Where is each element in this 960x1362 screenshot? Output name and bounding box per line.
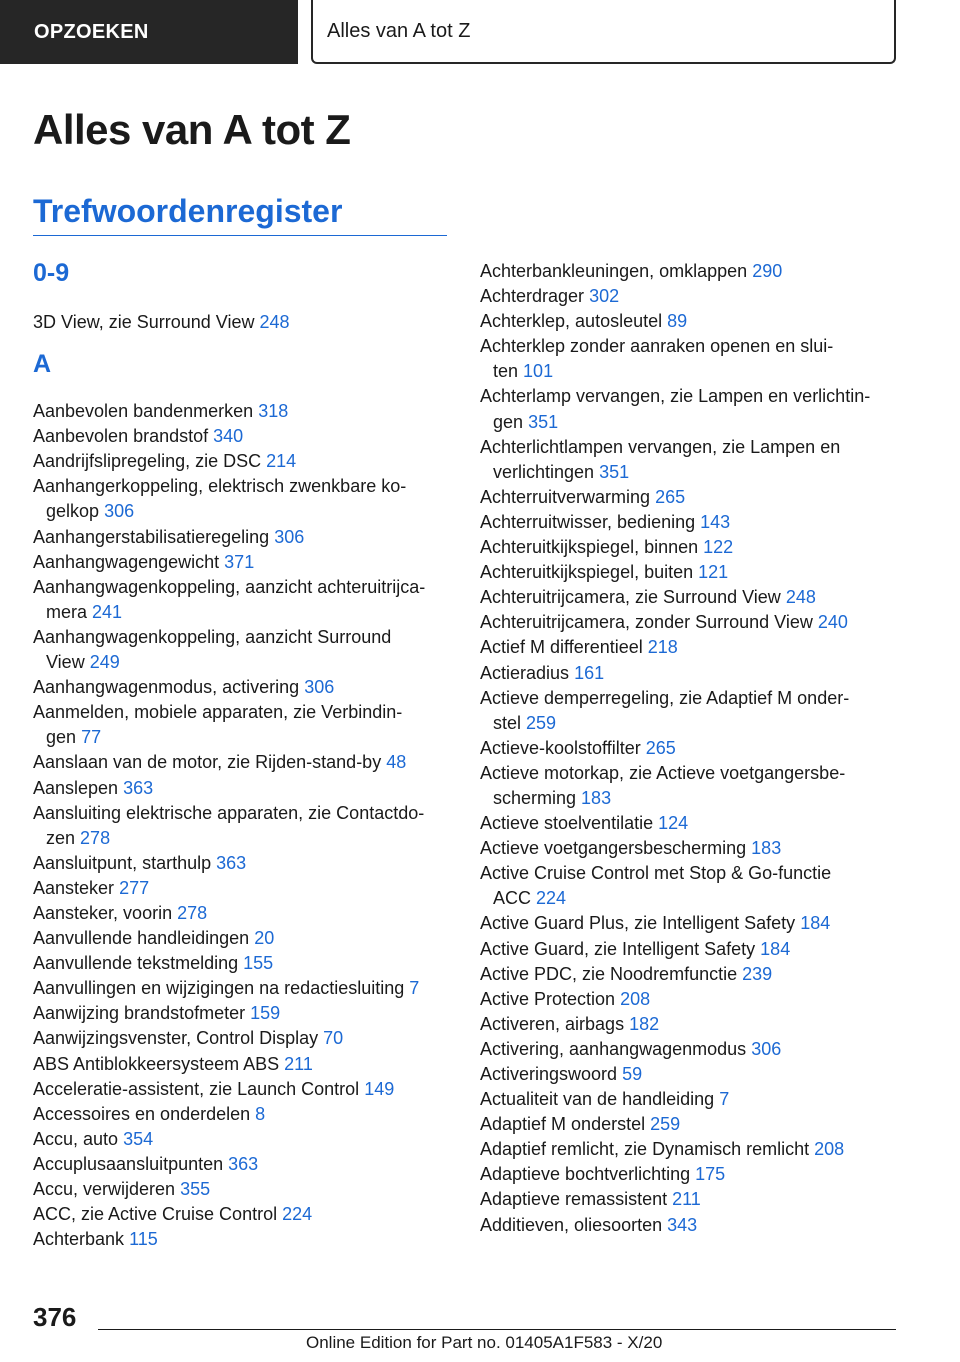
index-entry-text: Aanvullende tekstmelding bbox=[33, 953, 239, 974]
index-entry bbox=[480, 987, 900, 1012]
page-reference-link[interactable]: 149 bbox=[364, 1078, 395, 1099]
index-entry-text: Active Guard, zie Intelligent Safety bbox=[480, 938, 756, 959]
page-reference-link[interactable]: 218 bbox=[647, 637, 678, 658]
index-entry bbox=[33, 976, 453, 1001]
index-entry bbox=[480, 259, 900, 284]
index-entry bbox=[480, 485, 900, 510]
chapter-tab[interactable] bbox=[311, 0, 896, 64]
index-entry-line bbox=[480, 1012, 900, 1037]
index-entry-line bbox=[33, 1001, 453, 1026]
page-reference-link[interactable]: 259 bbox=[650, 1114, 681, 1135]
index-entry-text: Aanhangwagenkoppeling, aanzicht Surround bbox=[33, 626, 392, 647]
index-entry-line bbox=[33, 776, 453, 801]
index-entry-text: 3D View, zie Surround View bbox=[33, 312, 255, 332]
page-title: Alles van A tot Z bbox=[33, 106, 351, 153]
index-entry bbox=[480, 937, 900, 962]
page-reference-link[interactable]: 355 bbox=[180, 1179, 211, 1199]
index-entry-line bbox=[33, 675, 453, 700]
page-reference-link[interactable]: 306 bbox=[304, 677, 335, 698]
index-entry-text: Active Protection bbox=[480, 988, 616, 1009]
index-entry-text: Achterbankleuningen, omklappen bbox=[480, 261, 748, 281]
page-reference-link[interactable]: 124 bbox=[658, 813, 689, 834]
index-entry-line bbox=[480, 1037, 900, 1062]
index-entry bbox=[33, 1227, 453, 1252]
page-reference-link[interactable]: 161 bbox=[574, 662, 605, 683]
page-reference-link[interactable]: 48 bbox=[386, 752, 407, 773]
page-reference-link[interactable]: 155 bbox=[243, 953, 274, 974]
index-entry-text: Aanhangwagenmodus, activering bbox=[33, 677, 300, 698]
page-reference-link[interactable]: 306 bbox=[274, 526, 305, 547]
page-reference-link[interactable]: 249 bbox=[89, 652, 120, 673]
index-entry-line bbox=[480, 987, 900, 1012]
index-entry bbox=[480, 962, 900, 987]
index-entry-line bbox=[480, 761, 900, 786]
index-entry-text: Active PDC, zie Noodremfunctie bbox=[480, 963, 738, 984]
index-entry bbox=[480, 309, 900, 334]
index-entry-line bbox=[33, 625, 453, 650]
index-entry bbox=[33, 449, 453, 474]
index-entry-text: Activering, aanhangwagenmodus bbox=[480, 1038, 747, 1059]
index-entry-line bbox=[480, 635, 900, 660]
index-entry bbox=[33, 876, 453, 901]
index-entry-text: Active Cruise Control met Stop & Go-functie bbox=[480, 863, 832, 884]
index-letter-heading: 0-9 bbox=[33, 259, 70, 287]
index-entry bbox=[33, 1026, 453, 1051]
index-entry-text: Actieve demperregeling, zie Adaptief M onder- bbox=[480, 687, 850, 708]
page-reference-link[interactable]: 265 bbox=[645, 737, 676, 758]
page-reference-link[interactable]: 306 bbox=[751, 1038, 782, 1059]
index-entry bbox=[33, 1077, 453, 1102]
index-entry-line bbox=[480, 736, 900, 761]
index-entry-line bbox=[33, 876, 453, 901]
index-entry-line bbox=[480, 911, 900, 936]
index-entry-text: Aansluitpunt, starthulp bbox=[33, 852, 212, 873]
index-entry-text: Actieve voetgangersbescherming bbox=[480, 838, 747, 859]
index-entry-text: Achteruitrijcamera, zonder Surround View bbox=[480, 612, 813, 633]
page-reference-link[interactable]: 343 bbox=[667, 1214, 698, 1235]
index-entry-text: Aanslepen bbox=[33, 777, 119, 798]
index-entry-text: Achteruitkijkspiegel, buiten bbox=[480, 562, 694, 583]
index-entry-line bbox=[480, 1112, 900, 1137]
index-entry-text: Aanwijzing brandstofmeter bbox=[33, 1003, 246, 1024]
section-tab[interactable] bbox=[0, 0, 298, 64]
index-entry bbox=[33, 1001, 453, 1026]
page-reference-link[interactable]: 211 bbox=[284, 1053, 313, 1074]
page-reference-link[interactable]: 239 bbox=[742, 963, 773, 984]
index-entry-text: Achterruitverwarming bbox=[480, 486, 651, 507]
index-entry-line bbox=[480, 334, 900, 359]
page-reference-link[interactable]: 214 bbox=[266, 451, 297, 472]
index-entry-text: Accu, verwijderen bbox=[33, 1179, 176, 1199]
index-entry-text: Aanhangerkoppeling, elektrisch zwenkbare ko- bbox=[33, 476, 407, 497]
index-entry bbox=[33, 525, 453, 550]
index-entry bbox=[33, 1177, 453, 1202]
index-entry bbox=[480, 861, 900, 911]
index-entry-text: Aansteker bbox=[33, 877, 115, 898]
index-entry bbox=[480, 1062, 900, 1087]
page-number: 376 bbox=[33, 1302, 77, 1332]
index-entry bbox=[33, 700, 453, 750]
index-entry bbox=[33, 951, 453, 976]
index-entry-text: zen bbox=[46, 827, 76, 848]
index-entry-line bbox=[33, 310, 453, 335]
index-entry-text: ten bbox=[493, 361, 519, 382]
index-entry bbox=[33, 1152, 453, 1177]
index-entry bbox=[33, 801, 453, 851]
index-entry-line bbox=[480, 384, 900, 409]
index-entry bbox=[33, 851, 453, 876]
index-entry bbox=[480, 560, 900, 585]
index-column-right bbox=[480, 259, 900, 1238]
page-reference-link[interactable]: 183 bbox=[751, 838, 782, 859]
index-entry bbox=[480, 1162, 900, 1187]
index-entry-text: stel bbox=[493, 712, 522, 733]
page-reference-link[interactable]: 363 bbox=[228, 1153, 259, 1174]
index-entry bbox=[33, 424, 453, 449]
index-entry-line bbox=[480, 711, 900, 736]
page-reference-link[interactable]: 277 bbox=[119, 877, 150, 898]
index-entry-text: Aanbevolen bandenmerken bbox=[33, 401, 254, 422]
footer-divider bbox=[98, 1329, 896, 1330]
index-entry-line bbox=[33, 1026, 453, 1051]
index-entry-line bbox=[480, 686, 900, 711]
page-reference-link[interactable]: 371 bbox=[224, 551, 255, 572]
page-reference-link[interactable]: 351 bbox=[599, 461, 630, 482]
page-reference-link[interactable]: 115 bbox=[129, 1229, 158, 1250]
index-entry-text: Actief M differentieel bbox=[480, 637, 643, 658]
index-entry-line bbox=[33, 750, 453, 775]
index-entry-line bbox=[480, 435, 900, 460]
index-entry-text: Actieradius bbox=[480, 662, 570, 683]
index-entry-line bbox=[480, 460, 900, 485]
index-entry-text: Accessoires en onderdelen bbox=[33, 1103, 251, 1124]
index-entry-text: Adaptieve bochtverlichting bbox=[480, 1164, 691, 1185]
page-reference-link[interactable]: 211 bbox=[672, 1189, 701, 1210]
index-entry-text: Achterbank bbox=[33, 1229, 125, 1250]
page-reference-link[interactable]: 318 bbox=[258, 401, 289, 422]
page-reference-link[interactable]: 175 bbox=[695, 1164, 726, 1185]
index-entry-text: Accuplusaansluitpunten bbox=[33, 1153, 224, 1174]
index-entry-line bbox=[480, 510, 900, 535]
section-tab-label: OPZOEKEN bbox=[34, 20, 149, 43]
index-entry-text: Achterklep zonder aanraken openen en slui- bbox=[480, 336, 834, 357]
page-reference-link[interactable]: 208 bbox=[814, 1139, 845, 1160]
index-entry-text: Achterklep, autosleutel bbox=[480, 311, 663, 332]
index-entry-text: Adaptief remlicht, zie Dynamisch remlicht bbox=[480, 1139, 810, 1160]
index-entry-line bbox=[33, 600, 453, 625]
index-entry-line bbox=[33, 474, 453, 499]
index-entry bbox=[480, 811, 900, 836]
page-reference-link[interactable]: 248 bbox=[785, 587, 816, 608]
section-title: Trefwoordenregister bbox=[33, 193, 447, 236]
index-entry-text: Achteruitkijkspiegel, binnen bbox=[480, 537, 699, 558]
index-entry-line bbox=[480, 560, 900, 585]
index-entry-line bbox=[480, 661, 900, 686]
index-entry-line bbox=[33, 550, 453, 575]
index-entry-line bbox=[33, 424, 453, 449]
index-entry-line bbox=[33, 399, 453, 424]
index-entry-line bbox=[480, 610, 900, 635]
page-reference-link[interactable]: 77 bbox=[81, 727, 102, 748]
index-entry-line bbox=[480, 811, 900, 836]
index-entry bbox=[33, 926, 453, 951]
index-entry bbox=[480, 635, 900, 660]
index-entry-line bbox=[33, 1227, 453, 1252]
index-entry bbox=[480, 686, 900, 736]
index-entry-line bbox=[33, 700, 453, 725]
index-entry bbox=[33, 310, 453, 335]
index-entry-text: Actieve stoelventilatie bbox=[480, 813, 654, 834]
page-reference-link[interactable]: 70 bbox=[323, 1028, 344, 1049]
index-entry bbox=[480, 1112, 900, 1137]
index-entry-text: Acceleratie-assistent, zie Launch Control bbox=[33, 1078, 360, 1099]
footer-edition-text: Online Edition for Part no. 01405A1F583 - X/20 bbox=[306, 1333, 663, 1352]
index-entry-text: Aandrijfslipregeling, zie DSC bbox=[33, 451, 262, 472]
index-entry-text: gelkop bbox=[46, 501, 100, 522]
index-entry bbox=[480, 535, 900, 560]
page-reference-link[interactable]: 351 bbox=[528, 411, 559, 432]
index-entry-text: Achterlamp vervangen, zie Lampen en verlichtin- bbox=[480, 386, 871, 407]
index-entry-line bbox=[33, 575, 453, 600]
index-entry-text: Aansteker, voorin bbox=[33, 902, 173, 923]
index-entry-text: scherming bbox=[493, 787, 577, 808]
index-entry-text: Activeren, airbags bbox=[480, 1013, 625, 1034]
index-entry bbox=[480, 284, 900, 309]
index-entry-text: ACC, zie Active Cruise Control bbox=[33, 1204, 278, 1225]
index-entry bbox=[480, 761, 900, 811]
page-reference-link[interactable]: 340 bbox=[213, 426, 244, 447]
index-entry bbox=[480, 836, 900, 861]
index-entry-line bbox=[480, 359, 900, 384]
page-reference-link[interactable]: 248 bbox=[259, 312, 290, 332]
index-entry bbox=[33, 1202, 453, 1227]
index-entry-text: Active Guard Plus, zie Intelligent Safety bbox=[480, 913, 796, 934]
page-reference-link[interactable]: 265 bbox=[655, 486, 686, 507]
page-reference-link[interactable]: 224 bbox=[536, 888, 567, 909]
index-entry bbox=[33, 399, 453, 424]
index-entry-text: Aanmelden, mobiele apparaten, zie Verbindin- bbox=[33, 702, 403, 723]
index-entry-line bbox=[480, 259, 900, 284]
index-entry-text: Aanwijzingsvenster, Control Display bbox=[33, 1028, 319, 1049]
index-entry-line bbox=[480, 962, 900, 987]
page-reference-link[interactable]: 184 bbox=[760, 938, 791, 959]
page-reference-link[interactable]: 159 bbox=[250, 1003, 281, 1024]
page-reference-link[interactable]: 7 bbox=[409, 978, 420, 999]
index-entry-line bbox=[33, 1202, 453, 1227]
index-entry-line bbox=[480, 861, 900, 886]
page-reference-link[interactable]: 101 bbox=[523, 361, 554, 382]
index-entry-text: Aansluiting elektrische apparaten, zie Contactdo- bbox=[33, 802, 425, 823]
index-entry-text: View bbox=[46, 652, 85, 673]
page-reference-link[interactable]: 89 bbox=[667, 311, 688, 332]
index-entry-line bbox=[33, 951, 453, 976]
page-reference-link[interactable]: 302 bbox=[589, 286, 620, 307]
page-reference-link[interactable]: 224 bbox=[282, 1204, 313, 1225]
index-entry-text: Achteruitrijcamera, zie Surround View bbox=[480, 587, 781, 608]
index-entry bbox=[33, 474, 453, 524]
index-entry bbox=[480, 435, 900, 485]
index-entry-line bbox=[480, 309, 900, 334]
page-reference-link[interactable]: 278 bbox=[80, 827, 111, 848]
index-entry bbox=[33, 550, 453, 575]
index-entry-text: gen bbox=[493, 411, 524, 432]
index-entry-line bbox=[33, 1152, 453, 1177]
index-entry-line bbox=[480, 886, 900, 911]
index-entry bbox=[480, 1037, 900, 1062]
index-entry-text: ACC bbox=[493, 888, 532, 909]
index-entry bbox=[480, 911, 900, 936]
index-entry-line bbox=[33, 1077, 453, 1102]
index-entry-line bbox=[480, 1213, 900, 1238]
index-entry bbox=[480, 384, 900, 434]
index-entry bbox=[480, 610, 900, 635]
page-reference-link[interactable]: 259 bbox=[526, 712, 557, 733]
index-entry-text: Achterdrager bbox=[480, 286, 585, 307]
page-reference-link[interactable]: 183 bbox=[581, 787, 612, 808]
index-entry bbox=[33, 675, 453, 700]
index-entry-line bbox=[33, 1177, 453, 1202]
index-entry-line bbox=[33, 725, 453, 750]
page-reference-link[interactable]: 278 bbox=[177, 902, 208, 923]
page-reference-link[interactable]: 143 bbox=[700, 511, 731, 532]
chapter-tab-label: Alles van A tot Z bbox=[327, 19, 471, 42]
index-entry-text: Aanvullingen en wijzigingen na redactiesluiting bbox=[33, 978, 405, 999]
page-reference-link[interactable]: 354 bbox=[123, 1128, 154, 1149]
page-reference-link[interactable]: 290 bbox=[752, 261, 783, 281]
index-entry bbox=[33, 575, 453, 625]
index-entry bbox=[480, 510, 900, 535]
page-reference-link[interactable]: 363 bbox=[216, 852, 247, 873]
index-entry bbox=[480, 1213, 900, 1238]
index-entry-line bbox=[480, 284, 900, 309]
index-entry-text: Actieve motorkap, zie Actieve voetgangersbe- bbox=[480, 762, 846, 783]
index-entry bbox=[480, 1087, 900, 1112]
index-entry bbox=[480, 661, 900, 686]
index-entry-line bbox=[480, 410, 900, 435]
index-entry-text: Aanhangwagenkoppeling, aanzicht achteruitrijca- bbox=[33, 576, 426, 597]
index-entry-line bbox=[480, 535, 900, 560]
page-reference-link[interactable]: 184 bbox=[800, 913, 831, 934]
index-entry-text: Aanslaan van de motor, zie Rijden-stand-by bbox=[33, 752, 382, 773]
index-entry-text: Adaptieve remassistent bbox=[480, 1189, 668, 1210]
index-entry bbox=[33, 1127, 453, 1152]
index-entry bbox=[480, 1187, 900, 1212]
index-entry bbox=[33, 1102, 453, 1127]
index-entry-line bbox=[33, 926, 453, 951]
index-entry-text: Achterlichtlampen vervangen, zie Lampen en bbox=[480, 436, 841, 457]
index-entry-text: Achterruitwisser, bediening bbox=[480, 511, 696, 532]
index-entry-line bbox=[480, 836, 900, 861]
page-reference-link[interactable]: 363 bbox=[123, 777, 154, 798]
page-reference-link[interactable]: 122 bbox=[703, 537, 734, 558]
index-entry bbox=[33, 901, 453, 926]
page-reference-link[interactable]: 7 bbox=[719, 1089, 730, 1110]
index-entry bbox=[480, 736, 900, 761]
index-entry-line bbox=[480, 1137, 900, 1162]
index-entry-line bbox=[33, 851, 453, 876]
index-column-left bbox=[33, 258, 453, 1252]
index-entry-text: Aanvullende handleidingen bbox=[33, 928, 250, 949]
index-entry-text: Aanbevolen brandstof bbox=[33, 426, 209, 447]
page-reference-link[interactable]: 20 bbox=[254, 928, 275, 949]
index-entry-line bbox=[480, 1162, 900, 1187]
index-entry-text: ABS Antiblokkeersysteem ABS bbox=[33, 1053, 280, 1074]
page-reference-link[interactable]: 306 bbox=[104, 501, 135, 522]
index-entry-line bbox=[480, 1087, 900, 1112]
index-entry-text: Adaptief M onderstel bbox=[480, 1114, 646, 1135]
index-entry-line bbox=[33, 1052, 453, 1077]
index-entry-line bbox=[480, 937, 900, 962]
index-entry-line bbox=[33, 449, 453, 474]
index-entry bbox=[480, 334, 900, 384]
index-entry bbox=[480, 585, 900, 610]
page-reference-link[interactable]: 182 bbox=[629, 1013, 660, 1034]
index-entry-text: Accu, auto bbox=[33, 1128, 119, 1149]
index-entry-text: verlichtingen bbox=[493, 461, 595, 482]
index-entry-line bbox=[33, 1102, 453, 1127]
index-entry-line bbox=[480, 786, 900, 811]
index-entry-text: Additieven, oliesoorten bbox=[480, 1214, 663, 1235]
index-entry-text: mera bbox=[46, 601, 88, 622]
index-entry-line bbox=[480, 585, 900, 610]
index-letter-heading: A bbox=[33, 350, 52, 379]
index-entry-line bbox=[33, 801, 453, 826]
index-entry-text: Actieve-koolstoffilter bbox=[480, 737, 641, 758]
index-entry bbox=[480, 1137, 900, 1162]
index-entry-line bbox=[33, 901, 453, 926]
index-entry-text: Aanhangerstabilisatieregeling bbox=[33, 526, 270, 547]
index-entry-line bbox=[33, 1127, 453, 1152]
index-entry-text: Activeringswoord bbox=[480, 1064, 618, 1084]
index-entry bbox=[33, 625, 453, 675]
index-entry-line bbox=[33, 976, 453, 1001]
page-reference-link[interactable]: 208 bbox=[620, 988, 651, 1009]
index-entry-line bbox=[480, 1187, 900, 1212]
index-entry-line bbox=[480, 485, 900, 510]
page-reference-link[interactable]: 121 bbox=[698, 562, 729, 583]
index-entry-text: Aanhangwagengewicht bbox=[33, 551, 220, 572]
index-entry-line bbox=[33, 525, 453, 550]
index-entry-text: gen bbox=[46, 727, 77, 748]
index-entry bbox=[480, 1012, 900, 1037]
page-reference-link[interactable]: 240 bbox=[817, 612, 848, 633]
page-reference-link[interactable]: 59 bbox=[622, 1064, 643, 1084]
index-entry-line bbox=[480, 1062, 900, 1087]
page-reference-link[interactable]: 8 bbox=[255, 1103, 266, 1124]
index-entry-line bbox=[33, 499, 453, 524]
index-entry bbox=[33, 750, 453, 775]
index-entry bbox=[33, 1052, 453, 1077]
index-entry-text: Actualiteit van de handleiding bbox=[480, 1089, 715, 1110]
index-entry-line bbox=[33, 650, 453, 675]
index-entry bbox=[33, 776, 453, 801]
page-reference-link[interactable]: 241 bbox=[92, 601, 123, 622]
index-entry-line bbox=[33, 826, 453, 851]
